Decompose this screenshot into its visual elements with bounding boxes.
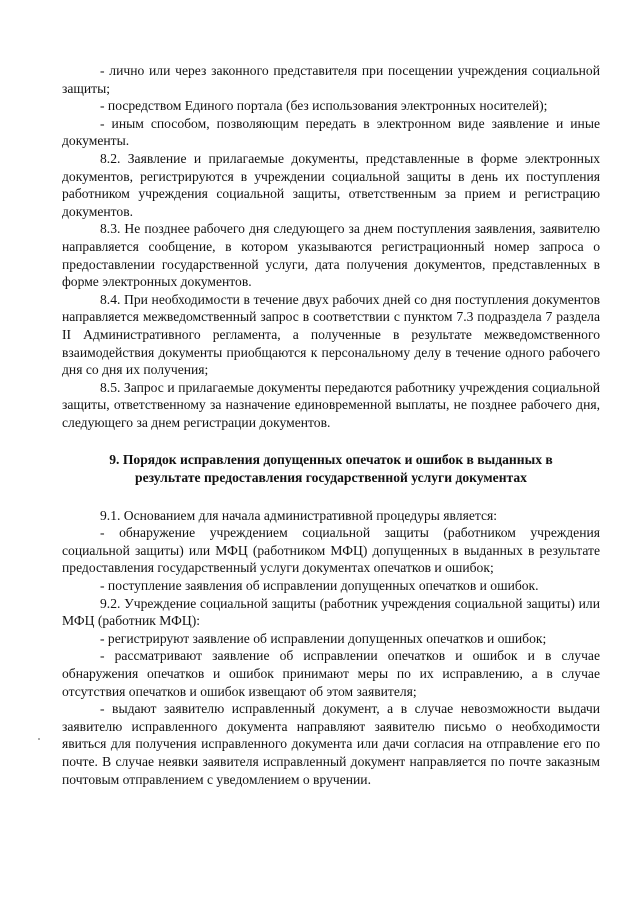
paragraph-9-2: 9.2. Учреждение социальной защиты (работник учреждения социальной защиты) или МФЦ (работник МФЦ): — [62, 595, 600, 629]
paragraph-8-4: 8.4. При необходимости в течение двух рабочих дней со дня поступления документов направляется межведомственный запрос в соответствии с пунктом 7.3 подраздела 7 раздела II Административного регламента, а полученные в результате межведомственного взаимодействия документы приобщаются к персональному делу в течение одного рабочего дня со дня их получения; — [62, 291, 600, 378]
paragraph-portal: - посредством Единого портала (без использования электронных носителей); — [100, 98, 548, 114]
paragraph-review: - рассматривают заявление об исправлении опечатков и ошибок и в случае обнаружения опечатков и ошибок принимают меры по их исправлению, а в случае отсутствия опечатков и ошибок извещают об этом заявителя; — [62, 648, 600, 699]
paragraph-other-method: - иным способом, позволяющим передать в электронном виде заявление и иные документы. — [62, 115, 600, 149]
document-page — [62, 62, 600, 788]
section-9-heading: 9. Порядок исправления допущенных опечаток и ошибок в выданных в результате предоставления государственной услуги документах — [109, 452, 553, 486]
paragraph-in-person: - лично или через законного представителя при посещении учреждения социальной защиты; — [62, 63, 600, 96]
paragraph-register: - регистрируют заявление об исправлении допущенных опечатков и ошибок; — [100, 630, 547, 646]
scan-speck — [38, 738, 40, 740]
paragraph-9-1: 9.1. Основанием для начала административной процедуры является: — [100, 507, 498, 523]
paragraph-8-3: 8.3. Не позднее рабочего дня следующего за днем поступления заявления, заявителю направляется сообщение, в котором указываются регистрационный номер запроса о предоставлении государственной услуги, дата получения документов, представленных в форме электронных документов. — [62, 221, 600, 290]
paragraph-8-2: 8.2. Заявление и прилагаемые документы, представленные в форме электронных документов, регистрируются в учреждении социальной защиты в день их поступления работником учреждения социальной защиты, ответственным за прием и регистрацию документов. — [62, 150, 600, 219]
paragraph-detection: - обнаружение учреждением социальной защиты (работником учреждения социальной защиты) или МФЦ (работником МФЦ) допущенных в выданных в результате предоставления государственный услуги документах опечатков и ошибок; — [62, 525, 600, 576]
paragraph-8-5: 8.5. Запрос и прилагаемые документы передаются работнику учреждения социальной защиты, ответственному за назначение единовременной выплаты, не позднее рабочего дня, следующего за днем регистрации документов. — [62, 379, 600, 430]
paragraph-issue-document: - выдают заявителю исправленный документ, а в случае невозможности выдачи заявителю исправленного документа направляют заявителю письмо о необходимости явиться для получения исправленного документа или дачи согласия на отправление его по почте. В случае неявки заявителя исправленный документ направляется по почте заказным почтовым отправлением с уведомлением о вручении. — [62, 701, 600, 787]
paragraph-application-received: - поступление заявления об исправлении допущенных опечатков и ошибок. — [100, 578, 539, 594]
